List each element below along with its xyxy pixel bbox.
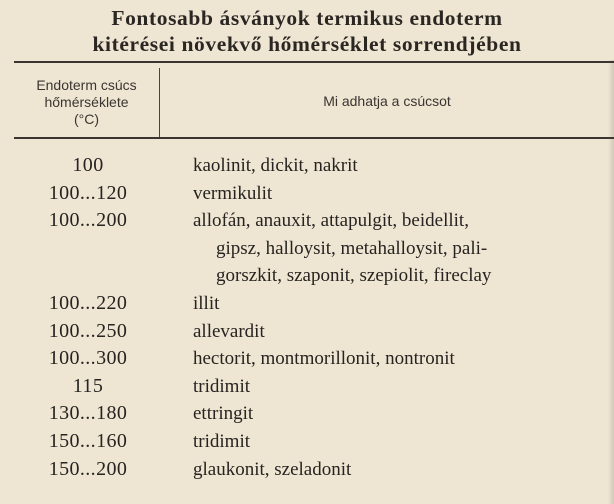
table-row: [0, 152, 614, 180]
table-row: [0, 428, 614, 456]
temperature-cell: 100...300: [48, 347, 128, 370]
table-row: [0, 456, 614, 484]
table-title-line-2: kitérései növekvő hőmérséklet sorrendjében: [92, 32, 522, 56]
temperature-cell: 100...250: [48, 319, 128, 342]
temperature-cell: 100...120: [48, 181, 128, 204]
minerals-line: vermikulit: [193, 182, 273, 204]
minerals-cell: [193, 456, 603, 484]
minerals-cell: [193, 207, 603, 290]
table-row: [0, 290, 614, 318]
header-temperature-line-3: (°C): [73, 111, 100, 127]
table-title-line-1: Fontosabb ásványok termikus endoterm: [111, 6, 503, 30]
minerals-line: allevardit: [193, 320, 265, 342]
table-body: [0, 152, 614, 483]
table-row: [0, 400, 614, 428]
minerals-cell: [193, 345, 603, 373]
minerals-cell: [193, 180, 603, 208]
minerals-line: tridimit: [193, 375, 250, 397]
header-temperature-line-2: hőmérséklete: [44, 94, 129, 110]
minerals-cell: [193, 318, 603, 346]
minerals-cell: [193, 290, 603, 318]
minerals-cell: [193, 152, 603, 180]
table-row: [0, 373, 614, 401]
page-edge-shadow: [608, 60, 614, 504]
temperature-cell: 150...160: [48, 429, 128, 452]
minerals-line: glaukonit, szeladonit: [193, 458, 352, 480]
header-source: Mi adhatja a csúcsot: [323, 93, 451, 109]
header-bottom-rule: [14, 137, 614, 139]
minerals-cell: [193, 428, 603, 456]
table-row: [0, 207, 614, 290]
temperature-cell: 100: [72, 154, 104, 176]
minerals-line: tridimit: [193, 430, 250, 452]
header-temperature: [14, 77, 159, 128]
header-temperature-line-1: Endoterm csúcs: [36, 77, 137, 93]
table-row: [0, 180, 614, 208]
temperature-cell: 115: [72, 374, 104, 397]
temperature-cell: 150...200: [48, 457, 128, 480]
temperature-cell: 100...200: [48, 209, 128, 232]
minerals-line: kaolinit, dickit, nakrit: [193, 155, 358, 176]
table-row: [0, 345, 614, 373]
minerals-cell: [193, 373, 603, 401]
minerals-cell: [193, 400, 603, 428]
table-top-rule: [14, 61, 614, 63]
minerals-line: illit: [193, 292, 220, 314]
minerals-line: ettringit: [193, 403, 254, 425]
minerals-line: gipsz, halloysit, metahalloysit, pali-: [216, 237, 488, 259]
temperature-cell: 100...220: [48, 291, 128, 314]
minerals-line: hectorit, montmorillonit, nontronit: [193, 348, 455, 370]
minerals-line: gorszkit, szaponit, szepiolit, fireclay: [216, 265, 492, 287]
minerals-line: allofán, anauxit, attapulgit, beidellit,: [193, 210, 469, 232]
temperature-cell: 130...180: [48, 402, 128, 425]
table-row: [0, 318, 614, 346]
